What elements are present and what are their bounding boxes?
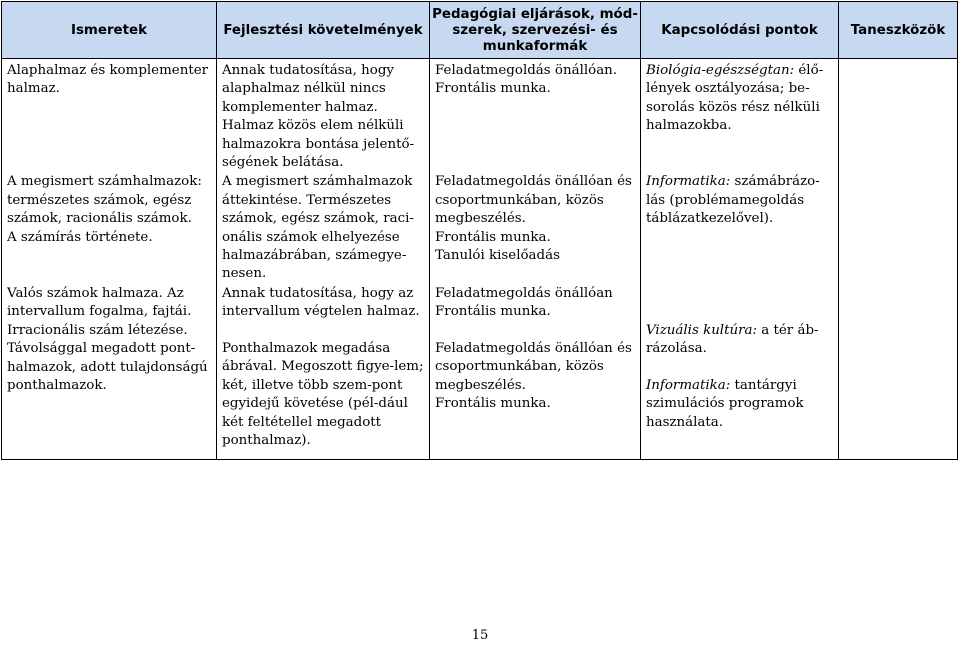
cell-ismeretek — [2, 284, 217, 460]
connection-point — [646, 377, 834, 432]
subject-label: Biológia-egészségtan: — [646, 63, 795, 78]
spacer — [222, 322, 425, 340]
cell-ismeretek — [2, 59, 217, 173]
cell-text: Frontális munka. — [435, 396, 551, 412]
header-pedagogiai-eljarasok: Pedagógiai eljárások, mód-szerek, szervezési- és munkaformák — [430, 2, 641, 59]
cell-text: A megismert számhalmazok: természetes számok, egész számok, racionális számok. — [7, 174, 202, 227]
spacer — [646, 285, 834, 303]
connection-point — [646, 62, 834, 136]
cell-pedagogiai — [430, 172, 641, 283]
cell-text: Frontális munka. — [435, 229, 551, 245]
header-kapcsolodasi-pontok: Kapcsolódási pontok — [641, 2, 839, 59]
curriculum-table — [1, 1, 958, 460]
cell-text: Annak tudatosítása, hogy az intervallum végtelen halmaz. — [222, 285, 420, 320]
connection-text: élő-lények osztályozása; be-sorolás közös rész nélküli halmazokba. — [646, 63, 824, 134]
header-fejlesztesi-kovetelmenyek: Fejlesztési követelmények — [217, 2, 430, 59]
cell-text: Halmaz közös elem nélküli halmazokra bontása jelentő-ségének belátása. — [222, 118, 415, 171]
subject-label: Informatika: — [646, 174, 731, 190]
cell-text: Feladatmegoldás önállóan — [435, 285, 613, 301]
connection-point — [646, 173, 834, 228]
cell-text: A megismert számhalmazok áttekintése. Természetes számok, egész számok, raci-onális számok elhelyezése halmazábrában, számegye-nesen. — [222, 174, 414, 282]
cell-text: Valós számok halmaza. Az intervallum fogalma, fajtái. — [7, 285, 192, 320]
connection-text: a tér áb-rázolása. — [646, 322, 819, 357]
cell-fejlesztesi — [217, 284, 430, 460]
cell-text: Feladatmegoldás önállóan. — [435, 63, 618, 78]
cell-kapcsolodasi — [641, 59, 839, 173]
cell-taneszkozok — [839, 59, 958, 173]
header-taneszkozok: Taneszközök — [839, 2, 958, 59]
table-row — [2, 172, 958, 283]
cell-text: Frontális munka. — [435, 304, 551, 320]
connection-point — [646, 322, 834, 359]
connection-text: számábrázo-lás (problémamegoldás táblázatkezelővel). — [646, 174, 820, 227]
page-number: 15 — [471, 628, 489, 643]
cell-text: Frontális munka. — [435, 81, 551, 97]
cell-text: Távolsággal megadott pont-halmazok, adott tulajdonságú ponthalmazok. — [7, 341, 208, 393]
spacer — [646, 358, 834, 376]
connection-text: tantárgyi szimulációs programok használata. — [646, 377, 804, 430]
table-row — [2, 284, 958, 460]
cell-kapcsolodasi — [641, 172, 839, 283]
spacer — [646, 303, 834, 321]
cell-taneszkozok — [839, 172, 958, 283]
cell-text: Feladatmegoldás önállóan és csoportmunkában, közös megbeszélés. — [435, 341, 632, 393]
spacer — [435, 322, 636, 340]
cell-text: Irracionális szám létezése. — [7, 322, 188, 338]
subject-label: Informatika: — [646, 377, 731, 393]
cell-text: Tanulói kiselőadás — [435, 248, 560, 264]
header-ismeretek: Ismeretek — [2, 2, 217, 59]
cell-taneszkozok — [839, 284, 958, 460]
cell-pedagogiai — [430, 284, 641, 460]
cell-text: Ponthalmazok megadása ábrával. Megoszott figye-lem; két, illetve több szem-pont egyidejű követése (pél-dául két feltétellel megadott ponthalmaz). — [222, 341, 424, 449]
cell-text: Feladatmegoldás önállóan és csoportmunkában, közös megbeszélés. — [435, 174, 632, 227]
table-row — [2, 59, 958, 173]
subject-label: Vizuális kultúra: — [646, 322, 757, 338]
cell-fejlesztesi — [217, 59, 430, 173]
cell-ismeretek — [2, 172, 217, 283]
cell-text: A számírás története. — [7, 229, 153, 245]
cell-kapcsolodasi — [641, 284, 839, 460]
cell-pedagogiai — [430, 59, 641, 173]
cell-text: Alaphalmaz és komplementer halmaz. — [7, 63, 209, 97]
cell-text: Annak tudatosítása, hogy alaphalmaz nélkül nincs komplementer halmaz. — [222, 63, 394, 115]
cell-fejlesztesi — [217, 172, 430, 283]
header-row — [2, 2, 958, 59]
